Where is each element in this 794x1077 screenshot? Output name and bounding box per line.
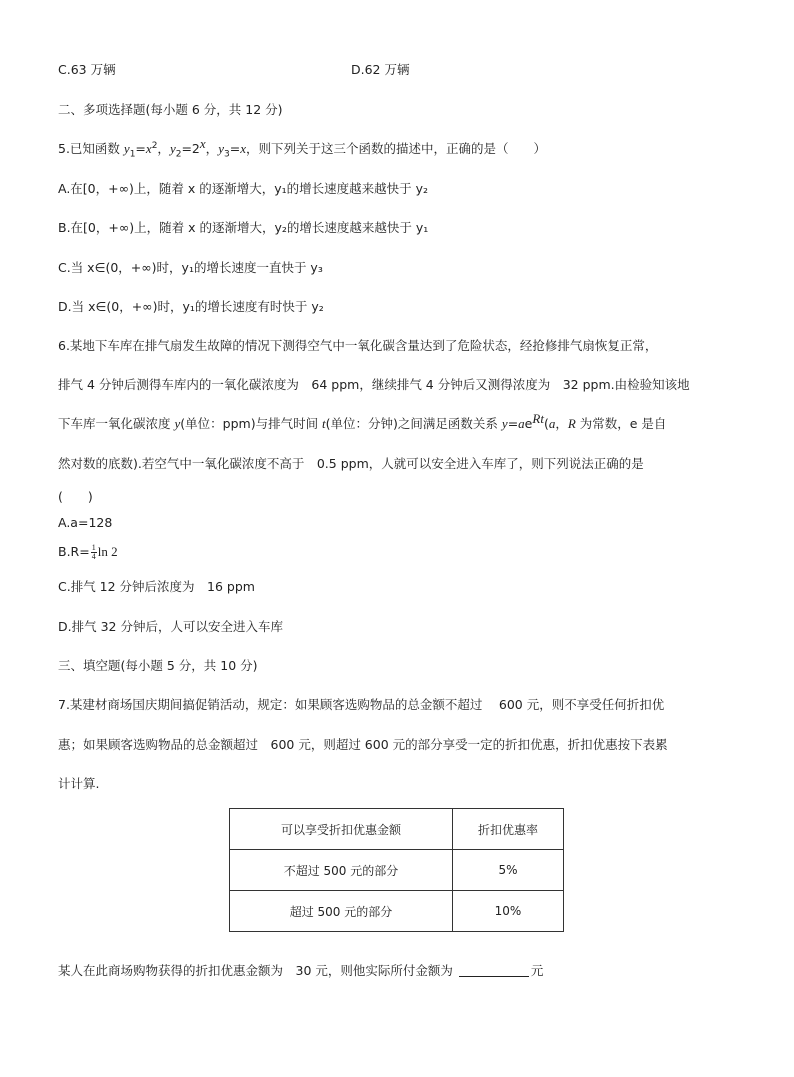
q6-line3-f: 为常数，e 是自 (575, 416, 667, 431)
q6-option-a: A.a=128 (58, 515, 113, 530)
q6-line-1: 6.某地下车库在排气扇发生故障的情况下测得空气中一氧化碳含量达到了危险状态，经抢修排气扇恢复正常， (58, 338, 658, 353)
q7-line-1: 7.某建材商场国庆期间搞促销活动，规定：如果顾客选购物品的总金额不超过 600 元，则不享受任何折扣优 (58, 697, 665, 712)
discount-table (229, 808, 564, 932)
q6-line3-c: (单位：分钟)之间满足函数关系 (325, 416, 502, 431)
fraction-denominator: 4 (91, 552, 96, 561)
q6-option-b (58, 543, 118, 561)
q7-question (58, 962, 543, 980)
fraction-numerator: 1 (91, 543, 96, 552)
table-header-cell: 可以享受折扣优惠金额 (230, 809, 453, 850)
q5-prefix: 5.已知函数 (58, 141, 124, 156)
option-c-previous: C.63 万辆 (58, 62, 116, 77)
option-d-previous: D.62 万辆 (351, 62, 410, 77)
q6-line-3: 下车库一氧化碳浓度 y(单位：ppm)与排气时间 t(单位：分钟)之间满足函数关系 $y=ae^{Rt}(a$，R 为常数，e 是自 (58, 410, 667, 431)
q7-question-suffix: 元 (530, 963, 544, 978)
table-cell: 5% (453, 850, 564, 891)
q7-line-3: 计计算. (58, 776, 100, 791)
table-header-row (230, 809, 564, 850)
q5-option-c: C.当 x∈(0，+∞)时，y₁的增长速度一直快于 y₃ (58, 260, 323, 275)
q6-line3-e: ， (555, 416, 568, 431)
q6-line3-d: ( (543, 416, 549, 431)
q6-option-d: D.排气 32 分钟后，人可以安全进入车库 (58, 619, 283, 634)
table-cell: 超过 500 元的部分 (230, 891, 453, 932)
section-2-heading: 二、多项选择题(每小题 6 分，共 12 分) (58, 102, 283, 117)
q6-answer-paren: ( ) (58, 489, 93, 504)
q7-question-prefix: 某人在此商场购物获得的折扣优惠金额为 30 元，则他实际所付金额为 (58, 963, 457, 978)
table-header-cell: 折扣优惠率 (453, 809, 564, 850)
q5-option-b: B.在[0，+∞)上，随着 x 的逐渐增大，y₂的增长速度越来越快于 y₁ (58, 220, 429, 235)
question-5-stem: 5.已知函数 $y_1=x^2$，$y_2=2^x$，$y_3=x$，则下列关于这三个函数的描述中，正确的是（ ） (58, 135, 546, 160)
table-cell: 10% (453, 891, 564, 932)
q6-line-4: 然对数的底数).若空气中一氧化碳浓度不高于 0.5 ppm，人就可以安全进入车库了，则下列说法正确的是 (58, 456, 644, 471)
table-row (230, 850, 564, 891)
q7-line-2: 惠；如果顾客选购物品的总金额超过 600 元，则超过 600 元的部分享受一定的折扣优惠，折扣优惠按下表累 (58, 737, 668, 752)
q6-option-c: C.排气 12 分钟后浓度为 16 ppm (58, 579, 255, 594)
q5-option-d: D.当 x∈(0，+∞)时，y₁的增长速度有时快于 y₂ (58, 299, 324, 314)
table-row (230, 891, 564, 932)
q6-line-2: 排气 4 分钟后测得车库内的一氧化碳浓度为 64 ppm，继续排气 4 分钟后又测得浓度为 32 ppm.由检验知该地 (58, 377, 690, 392)
q6-opt-b-suffix: ln 2 (97, 544, 118, 559)
q6-line3-a: 下车库一氧化碳浓度 (58, 416, 175, 431)
q6-line3-b: (单位：ppm)与排气时间 (180, 416, 323, 431)
q6-opt-b-prefix: B.R= (58, 544, 90, 559)
section-3-heading: 三、填空题(每小题 5 分，共 10 分) (58, 658, 258, 673)
q5-option-a: A.在[0，+∞)上，随着 x 的逐渐增大，y₁的增长速度越来越快于 y₂ (58, 181, 429, 196)
table-cell: 不超过 500 元的部分 (230, 850, 453, 891)
q5-mid: ，则下列关于这三个函数的描述中，正确的是（ ） (245, 141, 546, 156)
fraction (91, 544, 97, 561)
answer-blank[interactable] (459, 964, 529, 977)
